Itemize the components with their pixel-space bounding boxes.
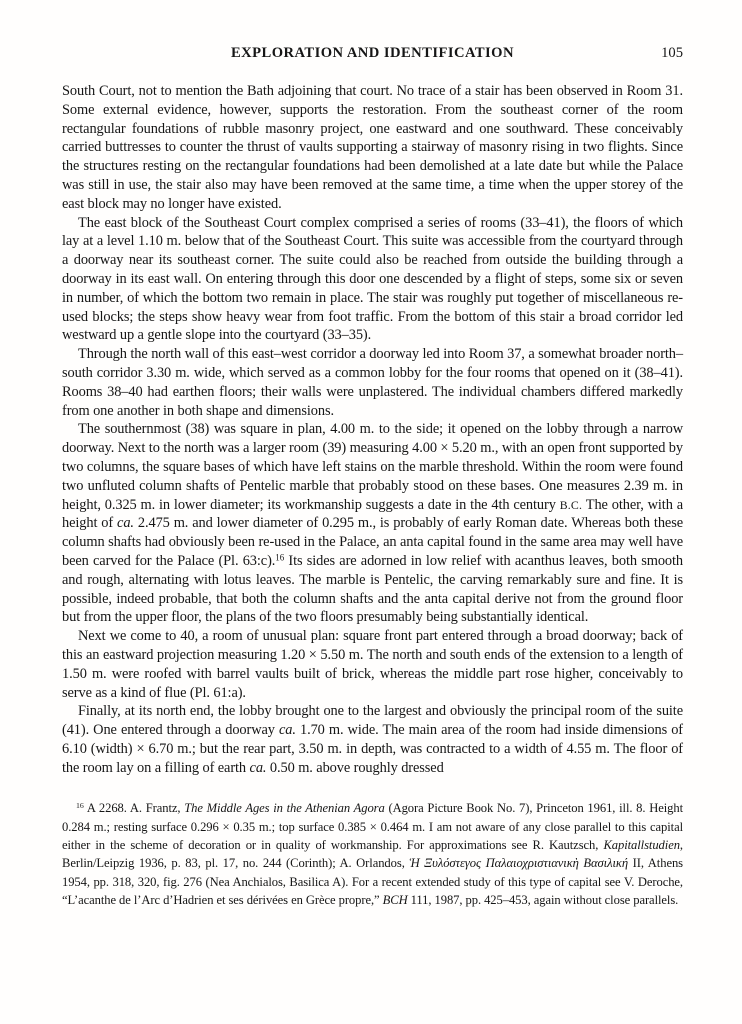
text-run: Ἡ Ξυλόστεγος Παλαιοχριστιανικὴ Βασιλική <box>409 856 629 871</box>
text-run: ca. <box>117 515 134 532</box>
paragraph-room-40: Next we come to 40, a room of unusual plan: square front part entered through a broad doorway; back of this an eastward projection measuring 1.20 × 5.50 m. The north and south ends of the extension to a length of 1.50 m. were roofed with barrel vaults built of brick, whereas the middle part rose higher, conceivably to serve as a kind of flue (Pl. 61:a). <box>62 628 683 701</box>
paragraph-east-block: The east block of the Southeast Court complex comprised a series of rooms (33–41), the floors of which lay at a level 1.10 m. below that of the Southeast Court. This suite was accessible from the courtyard through a doorway near its southeast corner. The suite could also be reached from outside the building through a doorway in its east wall. On entering through this door one descended by a flight of steps, some six or seven in number, of which the bottom two remain in place. The stair was roughly put together of miscellaneous re-used blocks; the steps show heavy wear from foot traffic. From the bottom of this stair a broad corridor led westward up a gentle slope into the courtyard (33–35). <box>62 214 683 344</box>
footnotes <box>62 799 683 909</box>
text-run: ca. <box>279 722 296 739</box>
body-text <box>62 82 683 777</box>
footnote-ref: 16 <box>76 801 84 811</box>
text-run: B.C. <box>559 497 583 512</box>
text-run: ca. <box>249 759 267 776</box>
running-head-title: EXPLORATION AND IDENTIFICATION <box>231 45 514 61</box>
footnote-ref: 16 <box>275 552 285 563</box>
text-run: BCH <box>382 892 408 907</box>
text-block <box>62 44 683 909</box>
paragraph-room-37: Through the north wall of this east–west corridor a doorway led into Room 37, a somewhat broader north–south corridor 3.30 m. wide, which served as a common lobby for the four rooms that opened on it (38–41). Rooms 38–40 had earthen floors; their walls were unplastered. The individual chambers differed markedly from one another in both shape and dimensions. <box>62 346 683 419</box>
paragraph-south-court: South Court, not to mention the Bath adjoining that court. No trace of a stair has been observed in Room 31. Some external evidence, however, supports the restoration. From the southeast corner of the room rectangular foundations of rubble masonry project, one eastward and one southward. These conceivably carried buttresses to counter the thrust of vaults supporting a stairway of masonry rising in two flights. Since the structures resting on the rectangular foundations had been demolished at a late date but while the Palace was still in use, the stair also may have been removed at the same time, a time when the upper storey of the east block may no longer have existed. <box>62 83 683 212</box>
paragraph-rooms-38-39: The southernmost (38) was square in plan, 4.00 m. to the side; it opened on the lobby through a narrow doorway. Next to the north was a larger room (39) measuring 4.00 × 5.20 m., with an open front supported by two columns, the square bases of which have left stains on the marble threshold. Within the room were found two unfluted column shafts of Pentelic marble that probably stood on these bases. One measures 2.39 m. in height, 0.325 m. in lower diameter; its workmanship suggests a date in the 4th century B.C. The other, with a height of ca. 2.475 m. and lower diameter of 0.295 m., is probably of early Roman date. Whereas both these column shafts had obviously been re-used in the Palace, an anta capital found in the same area may well have been carved for the Palace (Pl. 63:c).$^{16}$ Its sides are adorned in low relief with acanthus leaves, both smooth and rough, alternating with lotus leaves. The marble is Pentelic, the carving remarkably sure and fine. It is possible, indeed probable, that both the column shafts and the anta capital derive not from the ground floor but from the upper floor, the plans of the two floors presumably being substantially identical. <box>62 421 684 626</box>
text-run: The Middle Ages in the Athenian Agora <box>184 801 385 816</box>
page-number: 105 <box>661 45 683 61</box>
text-run: Kapitallstudien <box>603 838 680 853</box>
footnote-16: $^{16}$ A 2268. A. Frantz, The Middle Ages in the Athenian Agora (Agora Picture Book No. 7), Princeton 1961, ill. 8. Height 0.284 m.; resting surface 0.296 × 0.35 m.; top surface 0.385 × 0.464 m. I am not aware of any close parallel to this capital either in the scheme of decoration or in quality of workmanship. For approximations see R. Kautzsch, Kapitallstudien, Berlin/Leipzig 1936, p. 83, pl. 17, no. 244 (Corinth); A. Orlandos, Ἡ Ξυλόστεγος Παλαιοχριστιανικὴ Βασιλική II, Athens 1954, pp. 318, 320, fig. 276 (Nea Anchialos, Basilica A). For a recent extended study of this type of capital see V. Deroche, “L’acanthe de l’Arc d’Hadrien et ses dérivées en Grèce propre,” BCH 111, 1987, pp. 425–453, again without close parallels. <box>62 801 684 907</box>
paragraph-room-41: Finally, at its north end, the lobby brought one to the largest and obviously the principal room of the suite (41). One entered through a doorway ca. 1.70 m. wide. The main area of the room had inside dimensions of 6.10 (width) × 6.70 m.; but the rear part, 3.50 m. in depth, was contracted to a width of 4.55 m. The floor of the room lay on a filling of earth ca. 0.50 m. above roughly dressed <box>62 703 683 776</box>
running-head <box>62 44 683 62</box>
